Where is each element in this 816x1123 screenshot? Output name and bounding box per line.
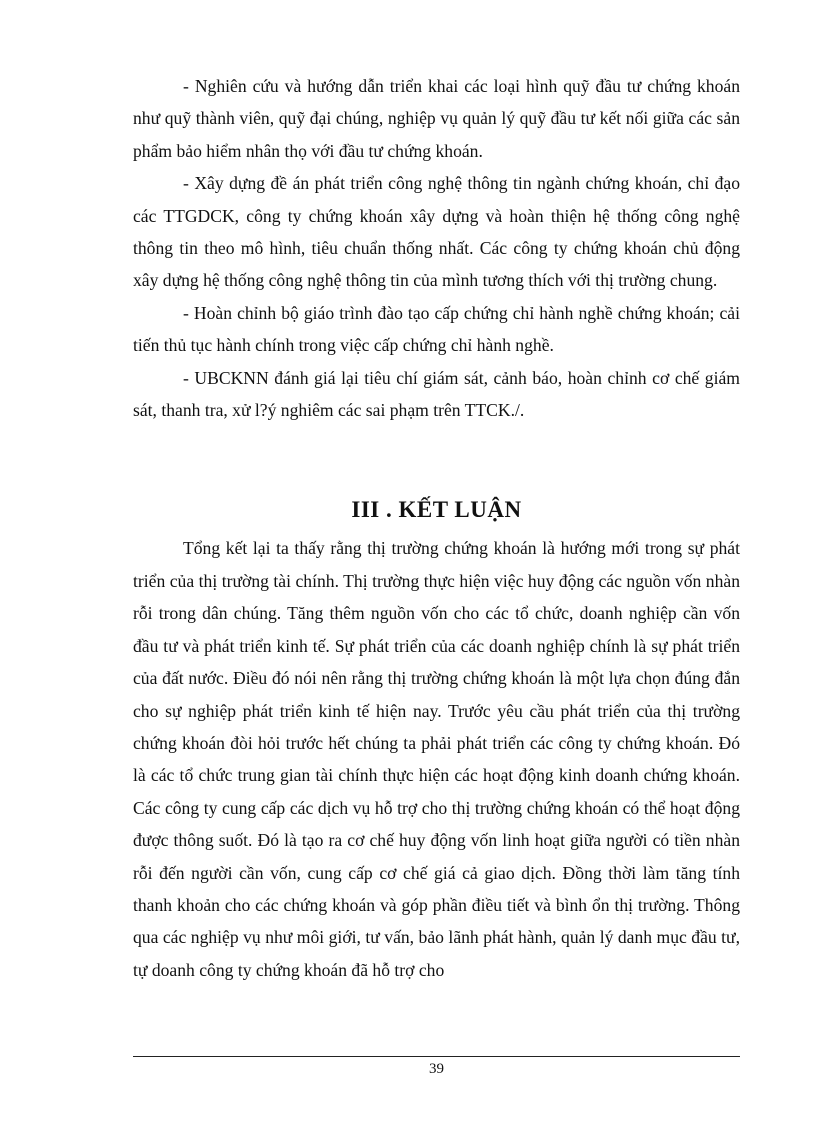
bullet-paragraph-training-curriculum: - Hoàn chỉnh bộ giáo trình đào tạo cấp chứng chỉ hành nghề chứng khoán; cải tiến thủ tục hành chính trong việc cấp chứng chỉ hành nghề. xyxy=(133,302,740,356)
conclusion-paragraph: Tổng kết lại ta thấy rằng thị trường chứng khoán là hướng mới trong sự phát triển của thị trường tài chính. Thị trường thực hiện việc huy động các nguồn vốn nhàn rỗi trong dân chúng. Tăng thêm nguồn vốn cho các tổ chức, doanh nghiệp cần vốn đầu tư và phát triển kinh tế. Sự phát triển của các doanh nghiệp chính là sự phát triển của đất nước. Điều đó nói nên rằng thị trường chứng khoán là một lựa chọn đúng đắn cho sự nghiệp phát triển kinh tế hiện nay. Trước yêu cầu phát triển của thị trường chứng khoán đòi hỏi trước hết chúng ta phải phát triển các công ty chứng khoán. Đó là các tổ chức trung gian tài chính thực hiện các hoạt động kinh doanh chứng khoán. Các công ty cung cấp các dịch vụ hỗ trợ cho thị trường chứng khoán có thể hoạt động được thông suốt. Đó là tạo ra cơ chế huy động vốn linh hoạt giữa người có tiền nhàn rỗi đến người cần vốn, cung cấp cơ chế giá cả giao dịch. Đồng thời làm tăng tính thanh khoản cho các chứng khoán và góp phần điều tiết và bình ổn thị trường. Thông qua các nghiệp vụ như môi giới, tư vấn, bảo lãnh phát hành, quản lý danh mục đầu tư, tự doanh công ty chứng khoán đã hỗ trợ cho xyxy=(133,538,740,980)
section-heading: III . KẾT LUẬN xyxy=(351,497,522,523)
footer-divider xyxy=(133,1056,740,1057)
bullet-paragraph-supervision: - UBCKNN đánh giá lại tiêu chí giám sát, cảnh báo, hoàn chỉnh cơ chế giám sát, thanh tra, xử l?ý nghiêm các sai phạm trên TTCK./. xyxy=(133,367,740,421)
page-body xyxy=(133,70,740,986)
page-number: 39 xyxy=(429,1061,444,1077)
bullet-paragraph-fund-research: - Nghiên cứu và hướng dẫn triển khai các loại hình quỹ đầu tư chứng khoán như quỹ thành viên, quỹ đại chúng, nghiệp vụ quản lý quỹ đầu tư kết nối giữa các sản phẩm bảo hiểm nhân thọ với đầu tư chứng khoán. xyxy=(133,76,740,161)
bullet-paragraph-it-development: - Xây dựng đề án phát triển công nghệ thông tin ngành chứng khoán, chỉ đạo các TTGDCK, công ty chứng khoán xây dựng và hoàn thiện hệ thống công nghệ thông tin theo mô hình, tiêu chuẩn thống nhất. Các công ty chứng khoán chủ động xây dựng hệ thống công nghệ thông tin của mình tương thích với thị trường chung. xyxy=(133,173,740,291)
